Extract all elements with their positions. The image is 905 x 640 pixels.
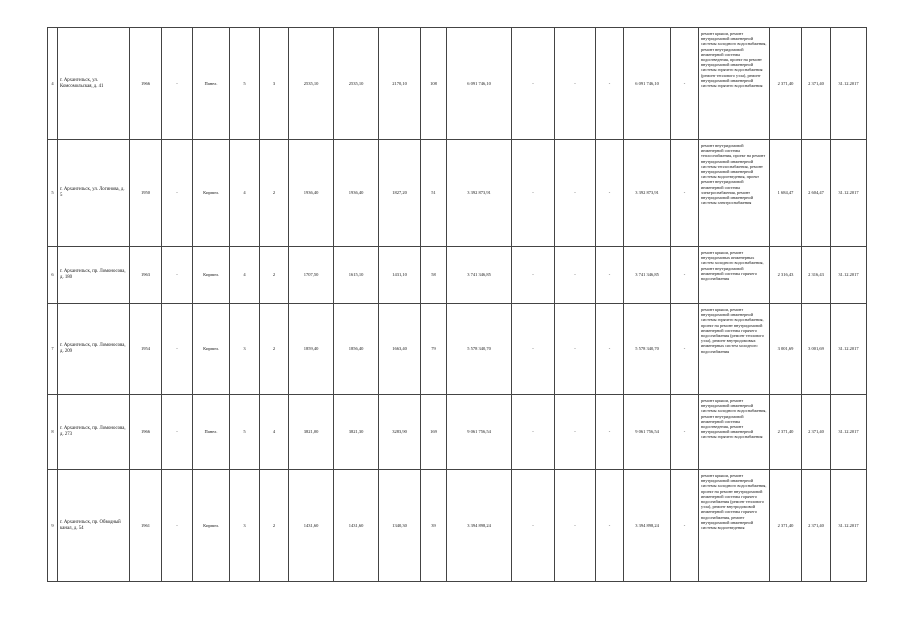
fund-cost-cell: - bbox=[512, 395, 555, 470]
floors-cell: 3 bbox=[230, 470, 260, 582]
year-commissioned-cell: - bbox=[162, 304, 193, 395]
entrances-cell: 2 bbox=[260, 140, 289, 247]
deadline-cell: 31.12.2017 bbox=[831, 247, 867, 304]
wall-material-cell: Панел. bbox=[193, 28, 230, 140]
year-built-cell: 1961 bbox=[130, 470, 162, 582]
address-cell: г. Архангельск, ул. Комсомольская, д. 41 bbox=[58, 28, 130, 140]
residents-cell: 169 bbox=[421, 395, 447, 470]
other-cost-cell: - bbox=[671, 304, 699, 395]
year-built-cell: 1966 bbox=[130, 395, 162, 470]
max-unit-cost-cell: 2 316,43 bbox=[802, 247, 831, 304]
living-area-cell: 1431,10 bbox=[379, 247, 421, 304]
premises-area-cell: 1856,40 bbox=[334, 304, 379, 395]
premises-area-cell: 1936,40 bbox=[334, 140, 379, 247]
year-built-cell: 1950 bbox=[130, 140, 162, 247]
premises-area-cell: 1431,60 bbox=[334, 470, 379, 582]
address-cell: г. Архангельск, пр. Ломоносова, д. 209 bbox=[58, 304, 130, 395]
max-unit-cost-cell: 2 371,40 bbox=[802, 395, 831, 470]
wall-material-cell: Панел. bbox=[193, 395, 230, 470]
wall-material-cell: Кирпич. bbox=[193, 247, 230, 304]
unit-cost-cell: 2 371,40 bbox=[770, 28, 802, 140]
year-built-cell: 1963 bbox=[130, 247, 162, 304]
municipal-cost-cell: - bbox=[596, 28, 624, 140]
living-area-cell: 1340,30 bbox=[379, 470, 421, 582]
year-built-cell: 1954 bbox=[130, 304, 162, 395]
other-cost-cell: - bbox=[671, 395, 699, 470]
total-area-cell: 1431,60 bbox=[289, 470, 334, 582]
fund-cost-cell: - bbox=[512, 304, 555, 395]
living-area-cell: 3283,90 bbox=[379, 395, 421, 470]
total-area-cell: 1936,40 bbox=[289, 140, 334, 247]
total-cost-cell: 9 061 756,54 bbox=[447, 395, 512, 470]
wall-material-cell: Кирпич. bbox=[193, 140, 230, 247]
max-unit-cost-cell: 2 604,47 bbox=[802, 140, 831, 247]
works-list-cell: ремонт крыши, ремонт внутридомовой инженерной системы холодного водоснабжения, ремонт внутридомовой инженерной системы водоотведения, ремонт внутридомовой инженерной системы горячего водоснабжения bbox=[699, 395, 770, 470]
municipal-cost-cell: - bbox=[596, 470, 624, 582]
deadline-cell: 31.12.2017 bbox=[831, 304, 867, 395]
region-cost-cell: - bbox=[555, 28, 596, 140]
living-area-cell: 1663,40 bbox=[379, 304, 421, 395]
living-area-cell: 2170,10 bbox=[379, 28, 421, 140]
region-cost-cell: - bbox=[555, 140, 596, 247]
floors-cell: 4 bbox=[230, 140, 260, 247]
works-list-cell: ремонт крыши, ремонт внутридомовых инженерных систем холодного водоснабжения, ремонт внутридомовой инженерной системы горячего водоснабжения bbox=[699, 247, 770, 304]
works-list-cell: ремонт крыши, ремонт внутридомовой инженерной системы холодного водоснабжения, проект на ремонт внутридомовой инженерной системы горячего водоснабжения (ремонт теплового узла), ремонт внутридомовой инженерной системы горячего водоснабжения, ремонт внутридомовой инженерной системы водоотведения bbox=[699, 470, 770, 582]
capital-repair-table bbox=[47, 27, 867, 582]
table-body bbox=[48, 28, 867, 582]
table-row bbox=[48, 28, 867, 140]
owners-cost-cell: 3 394 898,24 bbox=[624, 470, 671, 582]
unit-cost-cell: 3 001,69 bbox=[770, 304, 802, 395]
row-number: 4 bbox=[48, 28, 58, 140]
total-cost-cell: 6 091 746,10 bbox=[447, 28, 512, 140]
address-cell: г. Архангельск, пр. Ломоносова, д. 273 bbox=[58, 395, 130, 470]
entrances-cell: 2 bbox=[260, 470, 289, 582]
max-unit-cost-cell: 2 371,40 bbox=[802, 28, 831, 140]
municipal-cost-cell: - bbox=[596, 304, 624, 395]
floors-cell: 3 bbox=[230, 304, 260, 395]
year-commissioned-cell: - bbox=[162, 28, 193, 140]
fund-cost-cell: - bbox=[512, 247, 555, 304]
works-list-cell: ремонт внутридомовой инженерной системы теплоснабжения, проект на ремонт внутридомовой инженерной системы теплоснабжения, ремонт внутридомовой инженерной системы водоотведения, проект ремонт внутридомовой инженерной системы электроснабжения, ремонт внутридомовой инженерной системы электроснабжения bbox=[699, 140, 770, 247]
other-cost-cell: - bbox=[671, 247, 699, 304]
residents-cell: 79 bbox=[421, 304, 447, 395]
table-row bbox=[48, 304, 867, 395]
owners-cost-cell: 6 091 746,10 bbox=[624, 28, 671, 140]
region-cost-cell: - bbox=[555, 247, 596, 304]
year-commissioned-cell: - bbox=[162, 140, 193, 247]
deadline-cell: 31.12.2017 bbox=[831, 140, 867, 247]
total-area-cell: 3821,00 bbox=[289, 395, 334, 470]
other-cost-cell: - bbox=[671, 140, 699, 247]
max-unit-cost-cell: 2 371,40 bbox=[802, 470, 831, 582]
row-number: 7 bbox=[48, 304, 58, 395]
works-list-cell: ремонт крыши, ремонт внутридомовой инженерной системы холодного водоснабжения, ремонт внутридомовой инженерной системы водоотведения, проект на ремонт внутридомовой инженерной системы горячего водоснабжения (ремонт теплового узла), ремонт внутридомовой инженерной системы горячего водоснабжения bbox=[699, 28, 770, 140]
deadline-cell: 31.12.2017 bbox=[831, 470, 867, 582]
total-cost-cell: 3 741 346,85 bbox=[447, 247, 512, 304]
max-unit-cost-cell: 3 001,69 bbox=[802, 304, 831, 395]
year-commissioned-cell: - bbox=[162, 395, 193, 470]
row-number: 6 bbox=[48, 247, 58, 304]
municipal-cost-cell: - bbox=[596, 247, 624, 304]
table-row bbox=[48, 470, 867, 582]
fund-cost-cell: - bbox=[512, 28, 555, 140]
other-cost-cell: - bbox=[671, 470, 699, 582]
premises-area-cell: 1615,10 bbox=[334, 247, 379, 304]
region-cost-cell: - bbox=[555, 470, 596, 582]
entrances-cell: 2 bbox=[260, 247, 289, 304]
table-row bbox=[48, 395, 867, 470]
total-area-cell: 2535,10 bbox=[289, 28, 334, 140]
region-cost-cell: - bbox=[555, 395, 596, 470]
document-page bbox=[47, 27, 859, 581]
municipal-cost-cell: - bbox=[596, 395, 624, 470]
owners-cost-cell: 9 061 756,54 bbox=[624, 395, 671, 470]
residents-cell: 51 bbox=[421, 140, 447, 247]
unit-cost-cell: 2 371,40 bbox=[770, 395, 802, 470]
address-cell: г. Архангельск, ул. Логинова, д. 5 bbox=[58, 140, 130, 247]
year-commissioned-cell: - bbox=[162, 247, 193, 304]
floors-cell: 5 bbox=[230, 28, 260, 140]
wall-material-cell: Кирпич. bbox=[193, 470, 230, 582]
premises-area-cell: 3821,30 bbox=[334, 395, 379, 470]
deadline-cell: 31.12.2017 bbox=[831, 395, 867, 470]
owners-cost-cell: 3 392 873,91 bbox=[624, 140, 671, 247]
premises-area-cell: 2535,10 bbox=[334, 28, 379, 140]
residents-cell: 108 bbox=[421, 28, 447, 140]
entrances-cell: 4 bbox=[260, 395, 289, 470]
total-cost-cell: 3 392 873,91 bbox=[447, 140, 512, 247]
row-number: 8 bbox=[48, 395, 58, 470]
residents-cell: 39 bbox=[421, 470, 447, 582]
floors-cell: 5 bbox=[230, 395, 260, 470]
address-cell: г. Архангельск, пр. Ломоносова, д. 180 bbox=[58, 247, 130, 304]
region-cost-cell: - bbox=[555, 304, 596, 395]
row-number: 9 bbox=[48, 470, 58, 582]
total-area-cell: 1707,50 bbox=[289, 247, 334, 304]
fund-cost-cell: - bbox=[512, 470, 555, 582]
total-area-cell: 1859,40 bbox=[289, 304, 334, 395]
year-built-cell: 1966 bbox=[130, 28, 162, 140]
unit-cost-cell: 2 316,43 bbox=[770, 247, 802, 304]
table-row bbox=[48, 140, 867, 247]
entrances-cell: 3 bbox=[260, 28, 289, 140]
address-cell: г. Архангельск, пр. Обводный канал, д. 54 bbox=[58, 470, 130, 582]
municipal-cost-cell: - bbox=[596, 140, 624, 247]
total-cost-cell: 3 394 898,24 bbox=[447, 470, 512, 582]
other-cost-cell: - bbox=[671, 28, 699, 140]
floors-cell: 4 bbox=[230, 247, 260, 304]
owners-cost-cell: 3 741 346,85 bbox=[624, 247, 671, 304]
wall-material-cell: Кирпич. bbox=[193, 304, 230, 395]
table-row bbox=[48, 247, 867, 304]
owners-cost-cell: 5 578 340,70 bbox=[624, 304, 671, 395]
unit-cost-cell: 1 684,47 bbox=[770, 140, 802, 247]
total-cost-cell: 5 578 340,70 bbox=[447, 304, 512, 395]
unit-cost-cell: 2 371,40 bbox=[770, 470, 802, 582]
deadline-cell: 31.12.2017 bbox=[831, 28, 867, 140]
living-area-cell: 1827,20 bbox=[379, 140, 421, 247]
fund-cost-cell: - bbox=[512, 140, 555, 247]
residents-cell: 58 bbox=[421, 247, 447, 304]
entrances-cell: 2 bbox=[260, 304, 289, 395]
works-list-cell: ремонт крыши, ремонт внутридомовой инженерной системы горячего водоснабжения, проект на ремонт внутридомовой инженерной системы горячего водоснабжения (ремонт теплового узла), ремонт внутридомовых инженерных систем холодного водоснабжения bbox=[699, 304, 770, 395]
row-number: 5 bbox=[48, 140, 58, 247]
year-commissioned-cell: - bbox=[162, 470, 193, 582]
